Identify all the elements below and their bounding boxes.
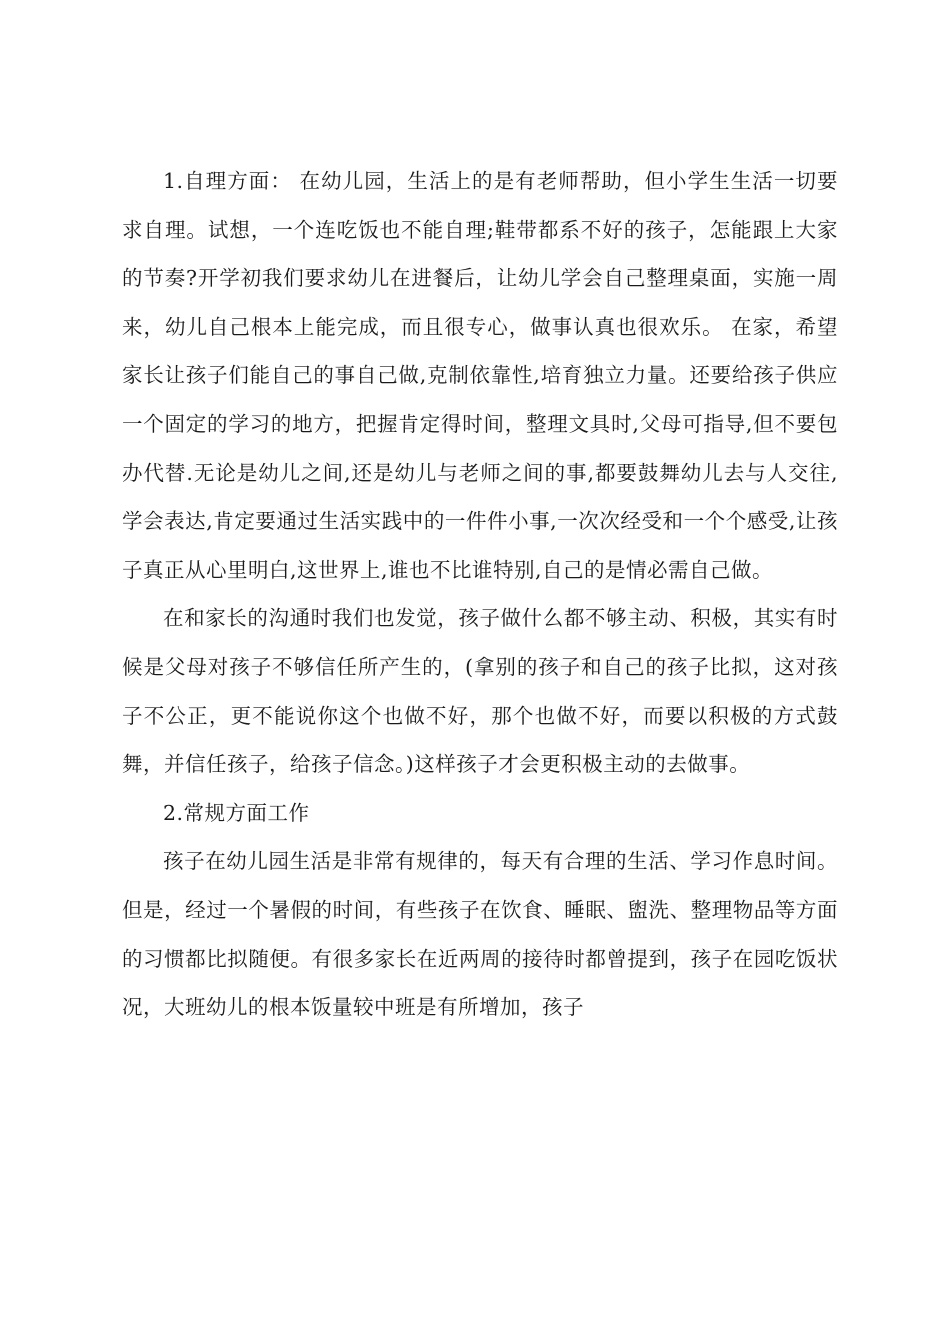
paragraph-self-care: 1.自理方面： 在幼儿园，生活上的是有老师帮助，但小学生生活一切要求自理。试想，一个连吃饭也不能自理;鞋带都系不好的孩子，怎能跟上大家的节奏?开学初我们要求幼儿在进餐后，让幼儿学会自己整理桌面，实施一周来，幼儿自己根本上能完成，而且很专心，做事认真也很欢乐。 在家，希望家长让孩子们能自己的事自己做,克制依靠性,培育独立力量。还要给孩子供应一个固定的学习的地方，把握肯定得时间，整理文具时,父母可指导,但不要包办代替.无论是幼儿之间,还是幼儿与老师之间的事,都要鼓舞幼儿去与人交往,学会表达,肯定要通过生活实践中的一件件小事,一次次经受和一个个感受,让孩子真正从心里明白,这世界上,谁也不比谁特别,自己的是情必需自己做。	[122, 169, 838, 582]
paragraph-parent-communication: 在和家长的沟通时我们也发觉，孩子做什么都不够主动、积极，其实有时候是父母对孩子不够信任所产生的，(拿别的孩子和自己的孩子比拟，这对孩子不公正，更不能说你这个也做不好，那个也做不好，而要以积极的方式鼓舞，并信任孩子，给孩子信念。)这样孩子才会更积极主动的去做事。	[122, 606, 838, 777]
section-heading-routine: 2.常规方面工作	[163, 800, 310, 825]
document-body	[122, 157, 838, 1032]
paragraph-routine: 孩子在幼儿园生活是非常有规律的，每天有合理的生活、学习作息时间。但是，经过一个暑假的时间，有些孩子在饮食、睡眠、盥洗、整理物品等方面的习惯都比拟随便。有很多家长在近两周的接待时都曾提到，孩子在园吃饭状况，大班幼儿的根本饭量较中班是有所增加，孩子	[122, 849, 838, 1020]
